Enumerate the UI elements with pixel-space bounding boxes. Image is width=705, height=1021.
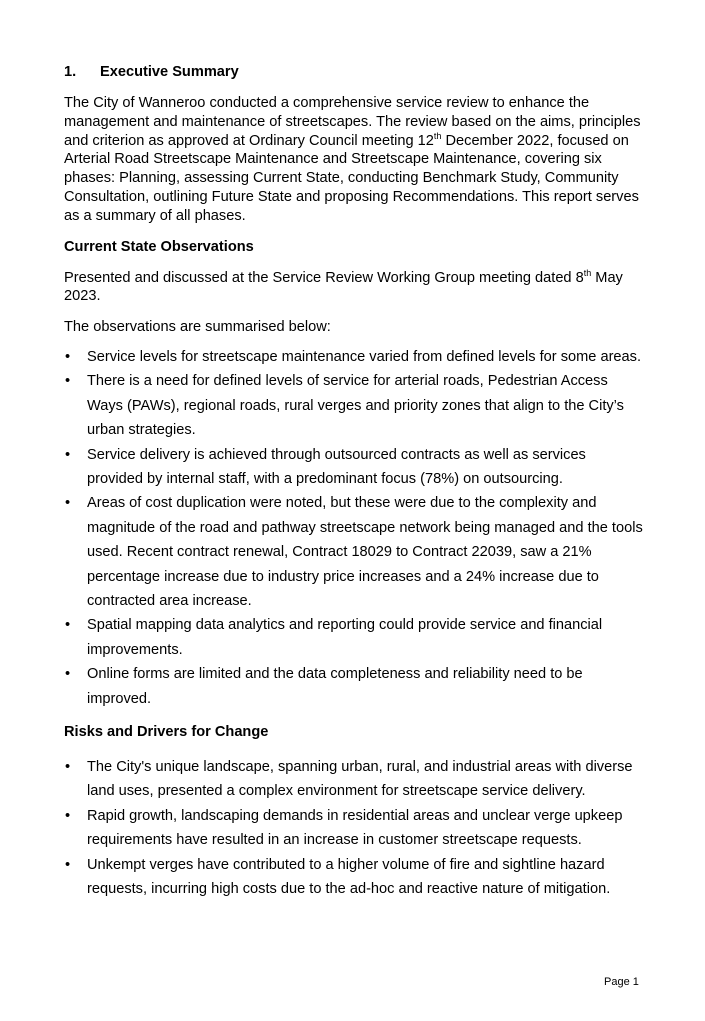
list-item-text: Unkempt verges have contributed to a higher volume of fire and sightline hazard requests, incurring high costs due to the ad-hoc and reactive nature of mitigation. (87, 856, 611, 898)
section-heading (64, 63, 644, 82)
list-item (64, 345, 644, 369)
list-item (64, 755, 644, 804)
bullet-icon: • (65, 373, 71, 390)
presented-paragraph (64, 269, 644, 307)
list-item-text: Areas of cost duplication were noted, but these were due to the complexity and magnitude of the road and pathway streetscape network being managed and the tools used. Recent contract renewal, Contract 18029 to Contract 22039, saw a 21% percentage increase due to industry price increases and a 24% increase due to contracted area increase. (87, 495, 643, 610)
bullet-icon: • (65, 348, 71, 365)
risks-list (64, 755, 644, 901)
list-item-text: The City's unique landscape, spanning urban, rural, and industrial areas with diverse land uses, presented a complex environment for streetscape service delivery. (87, 759, 633, 800)
list-item-text: Rapid growth, landscaping demands in residential areas and unclear verge upkeep requirements have resulted in an increase in customer streetscape requests. (87, 807, 623, 849)
bullet-icon: • (65, 446, 71, 463)
section-title: Executive Summary (100, 64, 239, 80)
intro-paragraph (64, 94, 644, 226)
list-item (64, 613, 644, 662)
presented-text-part-2: May 2023. (64, 269, 623, 305)
intro-date-superscript: th (433, 130, 442, 141)
current-state-heading: Current State Observations (64, 238, 254, 255)
intro-text-part-2: December 2022, focused on Arterial Road Streetscape Maintenance and Streetscape Maintenance, covering six phases: Planning, assessing Current State, conducting Benchmark Study, Community Consultation, outlining Future State and proposing Recommendations. This report serves as a summary of all phases. (64, 132, 639, 224)
list-item (64, 804, 644, 853)
list-item-text: There is a need for defined levels of service for arterial roads, Pedestrian Access Ways (PAWs), regional roads, rural verges and priority zones that align to the City’s urban strategies. (87, 373, 624, 439)
list-item-text: Service levels for streetscape maintenance varied from defined levels for some areas. (87, 348, 642, 365)
bullet-icon: • (65, 666, 71, 683)
list-item-text: Spatial mapping data analytics and reporting could provide service and financial improvements. (87, 617, 603, 658)
page-number: Page 1 (604, 976, 639, 988)
list-item (64, 369, 644, 442)
presented-text-part-1: Presented and discussed at the Service Review Working Group meeting dated 8 (64, 269, 584, 286)
list-item (64, 443, 644, 492)
bullet-icon: • (65, 807, 71, 824)
presented-date-superscript: th (583, 267, 592, 278)
document-page (64, 63, 644, 902)
intro-text-part-1: The City of Wanneroo conducted a comprehensive service review to enhance the management and maintenance of streetscapes. The review based on the aims, principles and criterion as approved at Ordinary Council meeting 12 (64, 95, 641, 149)
list-item (64, 491, 644, 613)
bullet-icon: • (65, 759, 71, 776)
bullet-icon: • (65, 495, 71, 512)
risks-heading: Risks and Drivers for Change (64, 724, 269, 741)
observations-list (64, 345, 644, 711)
list-item (64, 662, 644, 711)
bullet-icon: • (65, 856, 71, 873)
section-number: 1. (64, 64, 77, 80)
list-item-text: Online forms are limited and the data completeness and reliability need to be improved. (87, 666, 583, 707)
list-item (64, 853, 644, 902)
list-item-text: Service delivery is achieved through outsourced contracts as well as services provided by internal staff, with a predominant focus (78%) on outsourcing. (87, 446, 586, 487)
observations-intro: The observations are summarised below: (64, 319, 331, 336)
bullet-icon: • (65, 617, 71, 634)
